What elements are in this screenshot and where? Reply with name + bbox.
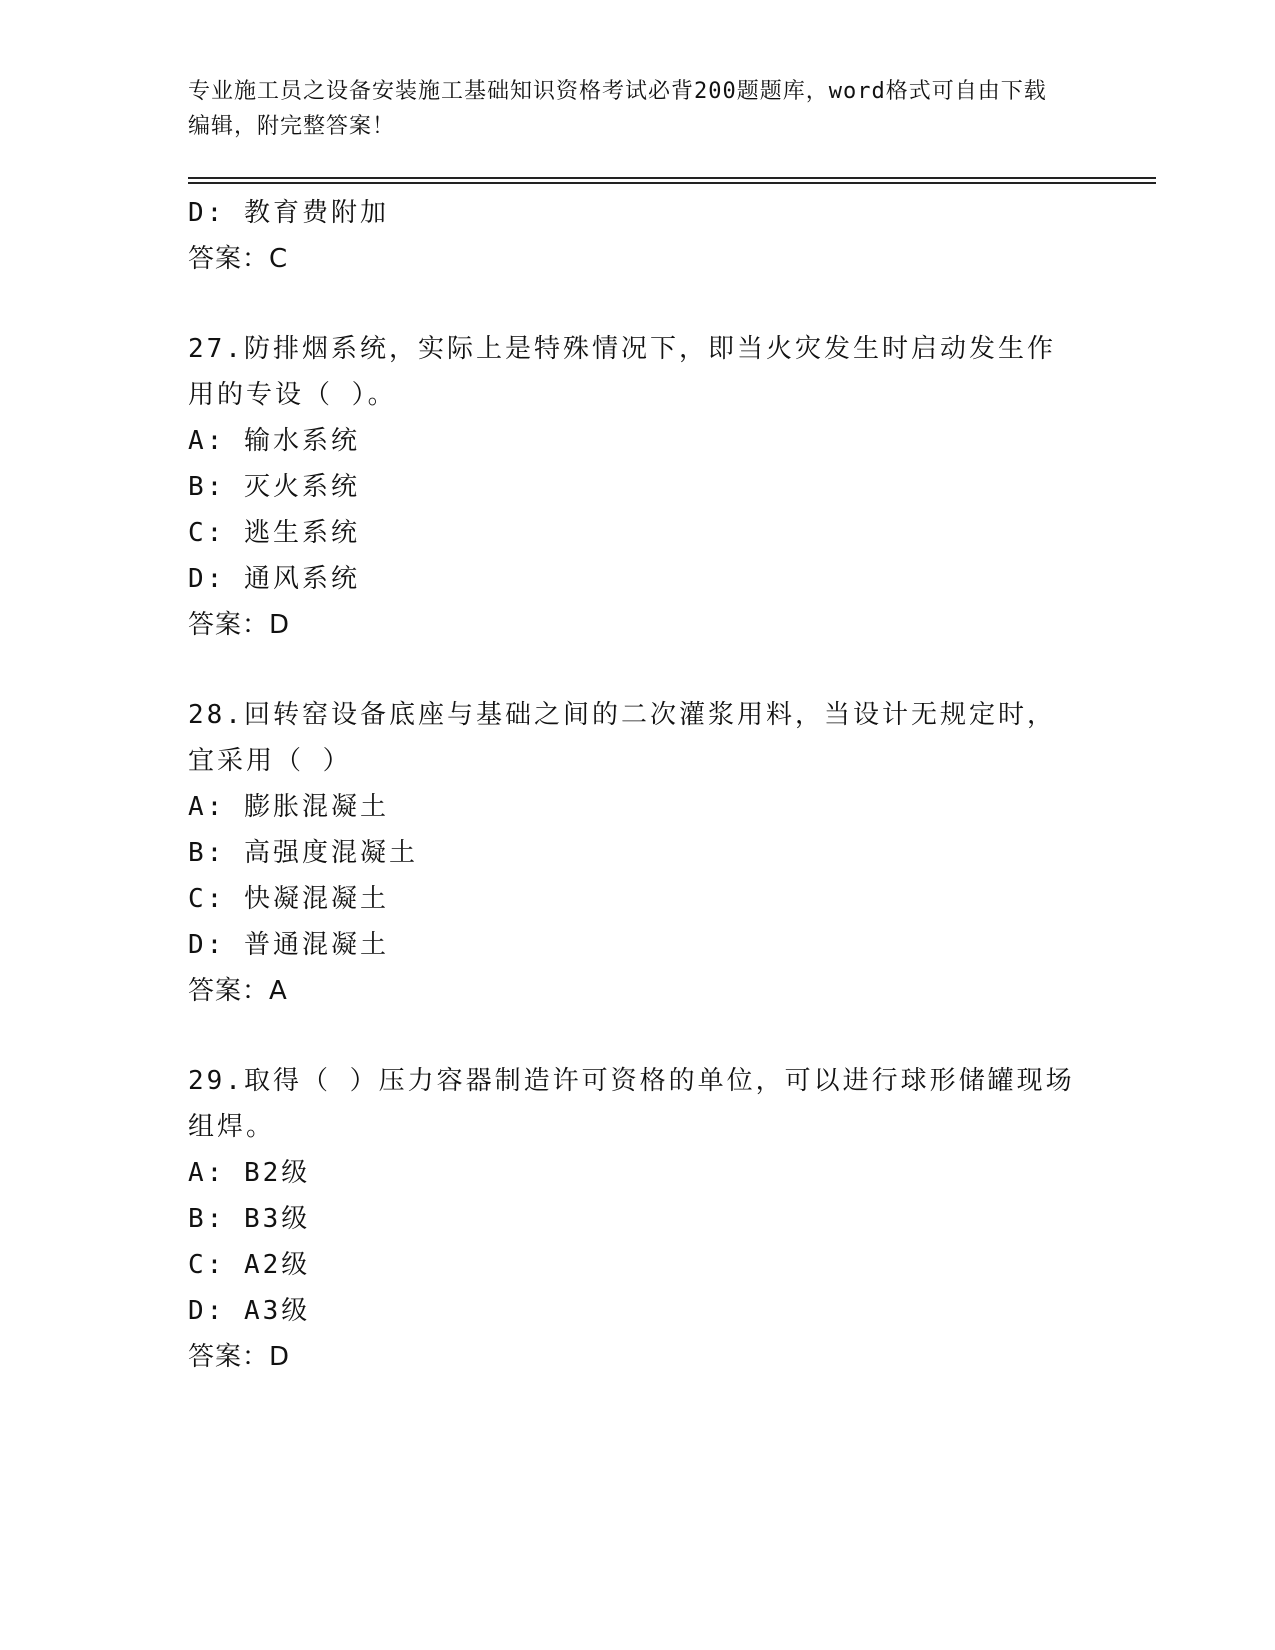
header-divider-bottom xyxy=(188,182,1156,184)
answer-line: 答案：D xyxy=(188,1342,291,1372)
option-a: A: 输水系统 xyxy=(188,426,360,456)
option-c: C: A2级 xyxy=(188,1250,311,1280)
option-b: B: B3级 xyxy=(188,1204,311,1234)
option-d: D: 通风系统 xyxy=(188,564,360,594)
option-b: B: 灭火系统 xyxy=(188,472,360,502)
spacer xyxy=(188,648,1088,692)
option-d: D: 教育费附加 xyxy=(188,198,389,228)
question-27 xyxy=(188,326,1088,648)
question-stem: 27.防排烟系统，实际上是特殊情况下，即当火灾发生时启动发生作用的专设（ ）。 xyxy=(188,334,1056,410)
option-c: C: 快凝混凝土 xyxy=(188,884,389,914)
option-d: D: A3级 xyxy=(188,1296,311,1326)
option-a: A: 膨胀混凝土 xyxy=(188,792,389,822)
option-a: A: B2级 xyxy=(188,1158,311,1188)
question-28 xyxy=(188,692,1088,1014)
spacer xyxy=(188,282,1088,326)
option-c: C: 逃生系统 xyxy=(188,518,360,548)
answer-line: 答案：A xyxy=(188,976,288,1006)
document-title: 专业施工员之设备安装施工基础知识资格考试必背200题题库，word格式可自由下载编辑，附完整答案！ xyxy=(188,79,1047,139)
spacer xyxy=(188,1014,1088,1058)
header-divider-top xyxy=(188,177,1156,179)
document-header xyxy=(188,74,1068,144)
option-d: D: 普通混凝土 xyxy=(188,930,389,960)
question-list xyxy=(188,190,1088,1380)
question-stem: 29.取得（ ）压力容器制造许可资格的单位，可以进行球形储罐现场组焊。 xyxy=(188,1066,1075,1142)
option-b: B: 高强度混凝土 xyxy=(188,838,418,868)
answer-line: 答案：C xyxy=(188,244,289,274)
answer-line: 答案：D xyxy=(188,610,291,640)
question-stem: 28.回转窑设备底座与基础之间的二次灌浆用料，当设计无规定时，宜采用（ ） xyxy=(188,700,1056,776)
question-29 xyxy=(188,1058,1088,1380)
question-continuation xyxy=(188,190,1088,282)
